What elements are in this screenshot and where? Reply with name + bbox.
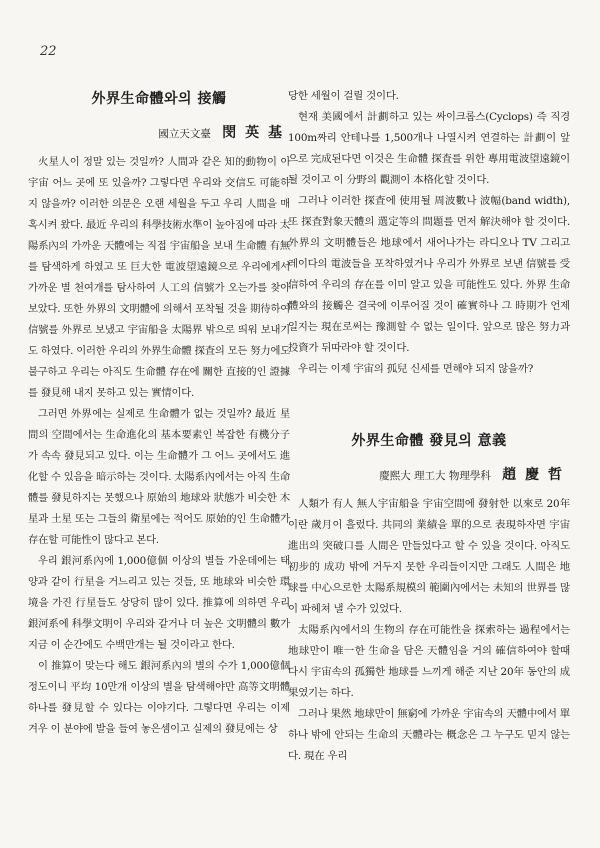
- article1-continued-paragraph: 당한 세월이 걸릴 것이다.: [288, 90, 399, 102]
- right-column: [288, 86, 570, 767]
- article2-byline: [288, 464, 564, 484]
- article2-affiliation: 慶熙大 理工大 物理學科: [379, 470, 491, 482]
- article1-paragraph: 이 推算이 맞는다 해도 銀河系內의 별의 수가 1,000億個 정도이니 平均 10만개 이상의 별을 탐색해야만 高等文明體 하나를 發見할 수 있다는 이야기다. 그렇다면 우리는 이제 겨우 이 분야에 발을 들여 놓은셈이고 실제의 發見에는 상: [28, 660, 290, 735]
- article1-byline: [28, 122, 284, 142]
- article2-paragraph: 人類가 有人 無人宇宙船을 宇宙空間에 發射한 以來로 20年이란 歲月이 흘렀다. 共同의 業績을 單的으로 表現하자면 宇宙進出의 突破口를 人間은 만들었다고 할 수 있을 것이다. 아직도 初步的 成功 밖에 거두지 못한 우리들이지만 그래도 人間은 地球를 中心으로한 太陽系規模의 範圍內에서는 未知의 世界를 많이 파헤쳐 낼 수가 있었다.: [288, 498, 570, 615]
- article1-paragraph: 火星人이 정말 있는 것일까? 人間과 같은 知的動物이 이 宇宙 어느 곳에 또 있을까? 그렇다면 우리와 交信도 可能하지 않을까? 이러한 의문은 오랜 세월을 두고 우리 人間을 매혹시켜 왔다. 最近 우리의 科學技術水準이 높아짐에 따라 太陽系內의 가까운 天體에는 직접 宇宙船을 보내 生命體 有無를 탐색하게 하였고 또 巨大한 電波望遠鏡으로 우리에게서 가까운 별 천여개를 탐사하여 人工의 信號가 오는가를 찾아보았다. 또한 外界의 文明體에 의해서 포착될 것을 期待하여 信號를 外界로 보냈고 宇宙船을 太陽界 밖으로 띄워 보내기도 하였다. 이러한 우리의 外界生命體 探査의 모든 努力에도 불구하고 우리는 아직도 生命體 存在에 關한 直接的인 證據를 發見해 내지 못하고 있는 實情이다.: [28, 156, 290, 399]
- article1-author: 閔 英 基: [222, 125, 284, 141]
- article1-paragraph: 우리 銀河系內에 1,000億個 이상의 별들 가운데에는 태양과 같이 行星을 거느리고 있는 것들, 또 地球와 비슷한 環境을 가진 行星들도 상당히 많이 있다. 推算에 의하면 우리 銀河系에 科學文明이 우리와 같거나 더 높은 文明體의 數가 지금 이 순간에도 수백만개는 될 것이라고 한다.: [28, 555, 290, 651]
- left-column: [28, 88, 290, 740]
- article1-title: 外界生命體와의 接觸: [91, 91, 227, 107]
- article1-affiliation: 國立天文臺: [158, 128, 211, 140]
- article2-title: 外界生命體 發見의 意義: [351, 433, 507, 449]
- page-number: 22: [40, 44, 57, 59]
- section-gap: [288, 380, 570, 430]
- article2-paragraph: 太陽系內에서의 生物의 存在可能性을 探索하는 過程에서는 地球만이 唯一한 生命을 담은 天體임을 거의 確信하여야 할때 다시 宇宙속의 孤獨한 地球를 느끼게 해준 지난 20年 동안의 成果였기는 하다.: [288, 624, 570, 699]
- article2-paragraph: 그러나 果然 地球만이 無窮에 가까운 宇宙속의 天體中에서 單하나 밖에 안되는 生命의 天體라는 概念은 그 누구도 믿지 않는다. 現在 우리: [288, 708, 570, 762]
- article2-author: 趙 慶 哲: [502, 467, 564, 483]
- article1-paragraph: 그러면 外界에는 실제로 生命體가 없는 것일까? 最近 星間의 空間에서는 生命進化의 基本要素인 복잡한 有機分子가 속속 發見되고 있다. 이는 生命體가 그 어느 곳에서도 進化할 수 있음을 暗示하는 것이다. 太陽系內에서는 아직 生命體를 發見하지는 못했으나 原始의 地球와 狀態가 비슷한 木星과 土星 또는 그들의 衛星에는 적어도 原始的인 生命體가 存在할 可能性이 많다고 본다.: [28, 408, 290, 546]
- article1-continued-paragraph: 그러나 이러한 探査에 使用될 周波數나 波幅(band width), 또 探査對象天體의 選定等의 問題를 먼저 解決해야 할 것이다. 外界의 文明體들은 地球에서 새어나가는 라디오나 TV 그리고 레이다의 電波들을 포착하였거나 우리가 外界로 보낸 信號를 受信하여 우리의 存在를 이미 알고 있을 可能性도 있다. 外界 生命體와의 接觸은 결국에 이루어질 것이 確實하나 그 時期가 언제일지는 現在로써는 豫測할 수 없는 일이다. 앞으로 많은 努力과 投資가 뒤따라야 할 것이다.: [288, 195, 570, 354]
- article1-continued-paragraph: 현재 美國에서 計劃하고 있는 싸이크롭스(Cyclops) 즉 직경 100m짜리 안테나를 1,500개나 나열시켜 연결하는 計劃이 앞으로 完成된다면 이것은 生命體 探査를 위한 專用電波望遠鏡이 될 것이고 이 分野의 觀測이 本格化할 것이다.: [288, 111, 570, 186]
- article1-continued-paragraph: 우리는 이제 宇宙의 孤兒 신세를 면해야 되지 않을까?: [298, 363, 534, 375]
